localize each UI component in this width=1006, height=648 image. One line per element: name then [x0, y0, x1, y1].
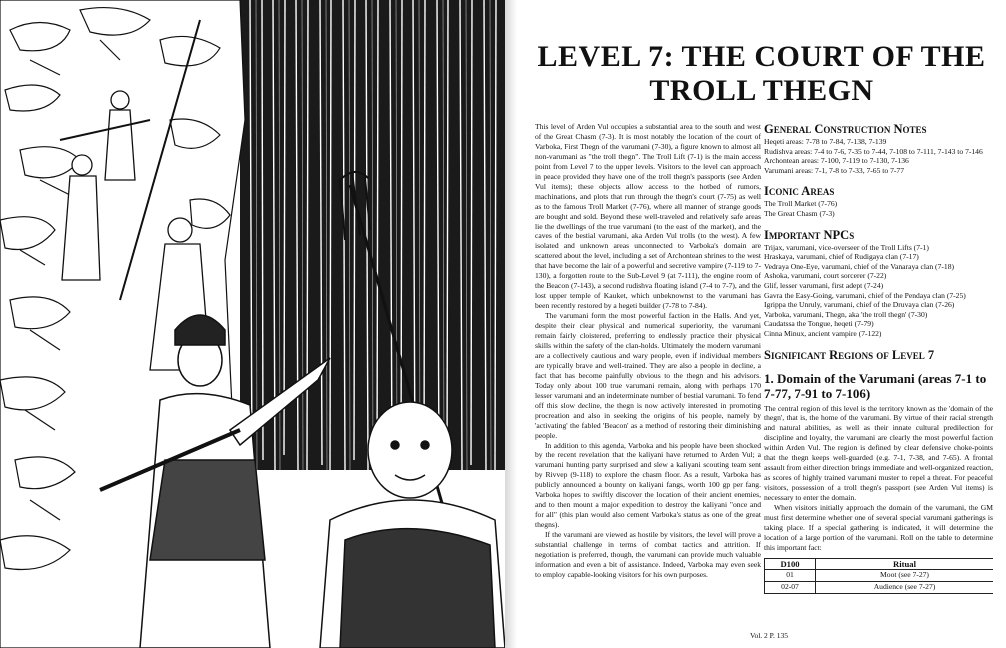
construction-heading: General Construction Notes: [764, 122, 927, 136]
intro-paragraph: In addition to this agenda, Varboka and his people have been shocked by the recent revelation that the kaliyani have returned to Arden Vul; a varumani hunting party surprised and slew a kaliyani scouting team sent by Rivvep (9-118) to explore the chasm floor. As a result, Varboka has publicly announced a bounty on kaliyani fangs, worth 100 gp per fang. Varboka hopes to swiftly discover the location of their ancient enemies, and to then mount a major expedition to destroy the kaliyani "once and for all" (this plan would also cement Varboka's status as one of the great thegns).: [535, 440, 761, 530]
iconic-item: The Great Chasm (7-3): [764, 208, 835, 218]
construction-item: Archontean areas: 7-100, 7-119 to 7-130, 7-136: [764, 156, 909, 166]
right-column: [764, 122, 993, 622]
intro-paragraph: The varumani form the most powerful faction in the Halls. And yet, despite their clear physical and numerical superiority, the varumani remain fairly cloistered, preferring to endlessly practice their physical skills within the safety of the clan-holds. Ultimately the modern varumani are a collectively cautious and wary people, even if individual members are typically brave and well-trained. They are also a people in decline, a fact that has become painfully obvious to the thegn and his advisors. Today only about 100 true varumani remain, along with perhaps 170 lesser varumani and an indeterminate number of bestial varumani. To fend off this slow decline, the thegn is now actively interested in promoting procreation and also in seeking the origins of his people, namely by 'activating' the fabled 'Beacon' as a method of restoring their diminishing people.: [535, 311, 761, 440]
regions-heading: Significant Regions of Level 7: [764, 347, 935, 362]
text-page: [517, 0, 1006, 648]
construction-item: Varumani areas: 7-1, 7-8 to 7-33, 7-65 to 7-77: [764, 165, 905, 175]
domain-paragraph: When visitors initially approach the domain of the varumani, the GM must first determine whether one of several special varumani gatherings is taking place. If a special gathering is indicated, it will determine the location of a large portion of the varumani. Roll on the table to determine this important fact:: [764, 503, 993, 552]
left-column: [535, 122, 761, 622]
npc-item: Vedraya One-Eye, varumani, chief of the Vanaraya clan (7-18): [764, 261, 955, 271]
construction-item: Heqeti areas: 7-78 to 7-84, 7-138, 7-139: [764, 137, 887, 146]
npc-item: Hraskaya, varumani, chief of Rudigaya clan (7-17): [764, 252, 919, 262]
table-cell-ritual: Audience (see 7-27): [816, 581, 994, 593]
domain-paragraph: The central region of this level is the territory known as the 'domain of the thegn', that is, the home of the varumani. By virtue of their racial strength and natural abilities, as well as their innate cultural predilection for discipline and loyalty, the varumani are clearly the most powerful faction within Arden Vul. The region is defined by clear defensive choke-points that the thegn keeps well-guarded (e.g. 7-1, 7-38, and 7-65). A frontal assault from either direction brings immediate and well-organized reaction, as scores of highly trained varumani muster to repel a threat. For peaceful visitors, possession of a troll thegn's passport (see Arden Vul items) is necessary to enter the domain.: [764, 403, 993, 503]
construction-item: Rudishva areas: 7-4 to 7-6, 7-35 to 7-44, 7-108 to 7-111, 7-143 to 7-146: [764, 146, 983, 156]
npc-item: Gavra the Easy-Going, varumani, chief of the Pendaya clan (7-25): [764, 290, 966, 300]
npc-item: Caudatssa the Tongue, heqeti (7-79): [764, 319, 874, 329]
npc-item: Glif, lesser varumani, first adept (7-24): [764, 280, 884, 290]
page-gutter: [505, 0, 517, 648]
domain-heading: 1. Domain of the Varumani (areas 7-1 to 7-77, 7-91 to 7-106): [764, 370, 987, 401]
intro-paragraph: If the varumani are viewed as hostile by visitors, the level will prove a substantial challenge in terms of combat tactics and attrition. If negotiation is preferred, though, the varumani can provide much valuable information and even a bit of assistance. Indeed, Varboka may even seek to employ capable-looking visitors for his own purposes.: [535, 530, 761, 579]
npc-item: Ashoka, varumani, court sorcerer (7-22): [764, 271, 887, 281]
page-title-line-1: LEVEL 7: THE COURT OF THE: [537, 40, 986, 73]
npc-item: Cinna Minux, ancient vampire (7-122): [764, 328, 882, 338]
table-header-d100: D100: [765, 558, 816, 570]
table-header-ritual: Ritual: [816, 558, 994, 570]
iconic-heading: Iconic Areas: [764, 184, 835, 199]
table-cell-ritual: Moot (see 7-27): [816, 570, 994, 582]
iconic-item: The Troll Market (7-76): [764, 199, 838, 209]
npc-item: Igrippa the Unruly, varumani, chief of the Druvaya clan (7-26): [764, 300, 955, 310]
page-number: Vol. 2 P. 135: [750, 631, 788, 640]
table-row: [765, 581, 994, 593]
table-cell-roll: 01: [765, 570, 816, 582]
table-header-row: [765, 558, 994, 570]
npcs-heading: Important NPCs: [764, 227, 855, 242]
intro-paragraph: This level of Arden Vul occupies a substantial area to the south and west of the Great Chasm (7-3). It is most notably the location of the court of Varboka, First Thegn of the varumani (7-30), a figure known to almost all non-varumani as "the troll thegn". The Troll Lift (7-1) is the main access point from Level 7 to the upper levels. Visitors to the level can approach in peace provided they have one of the troll thegn's passports (see Arden Vul items); these objects allow access to the hotbed of rumors, machinations, and plots that run through the thegn's court (7-75) as well as to the famous Troll Market (7-76), where all manner of strange goods are bought and sold. Beyond these well-traveled and relatively safe areas lie the dwellings of the true varumani (to the east of the market), and the caves of the bestial varumani, aka Arden Vul trolls (to the west). A few isolated and unknown areas unconnected to Varboka's domain are scattered about the level, including a set of Archontean shrines to the west that have become the lair of a powerful and secretive vampire (7-119 to 7-130), a forgotten route to the Sub-Level 9 (at 7-111), the engine room of the Beacon (7-143), a second rudishva floating island (7-4 to 7-7), and the lost upper temple of Kauket, which unbeknownst to the varumani has been recently restored by a hegeti builder (7-78 to 7-84).: [535, 122, 761, 311]
page-title-line-2: TROLL THEGN: [649, 74, 874, 107]
npc-item: Varboka, varumani, Thegn, aka 'the troll thegn' (7-30): [764, 309, 928, 319]
npc-item: Trijax, varumani, vice-overseer of the Troll Lifts (7-1): [764, 242, 929, 252]
table-cell-roll: 02-07: [765, 581, 816, 593]
table-row: [765, 570, 994, 582]
ritual-table: [764, 558, 993, 594]
